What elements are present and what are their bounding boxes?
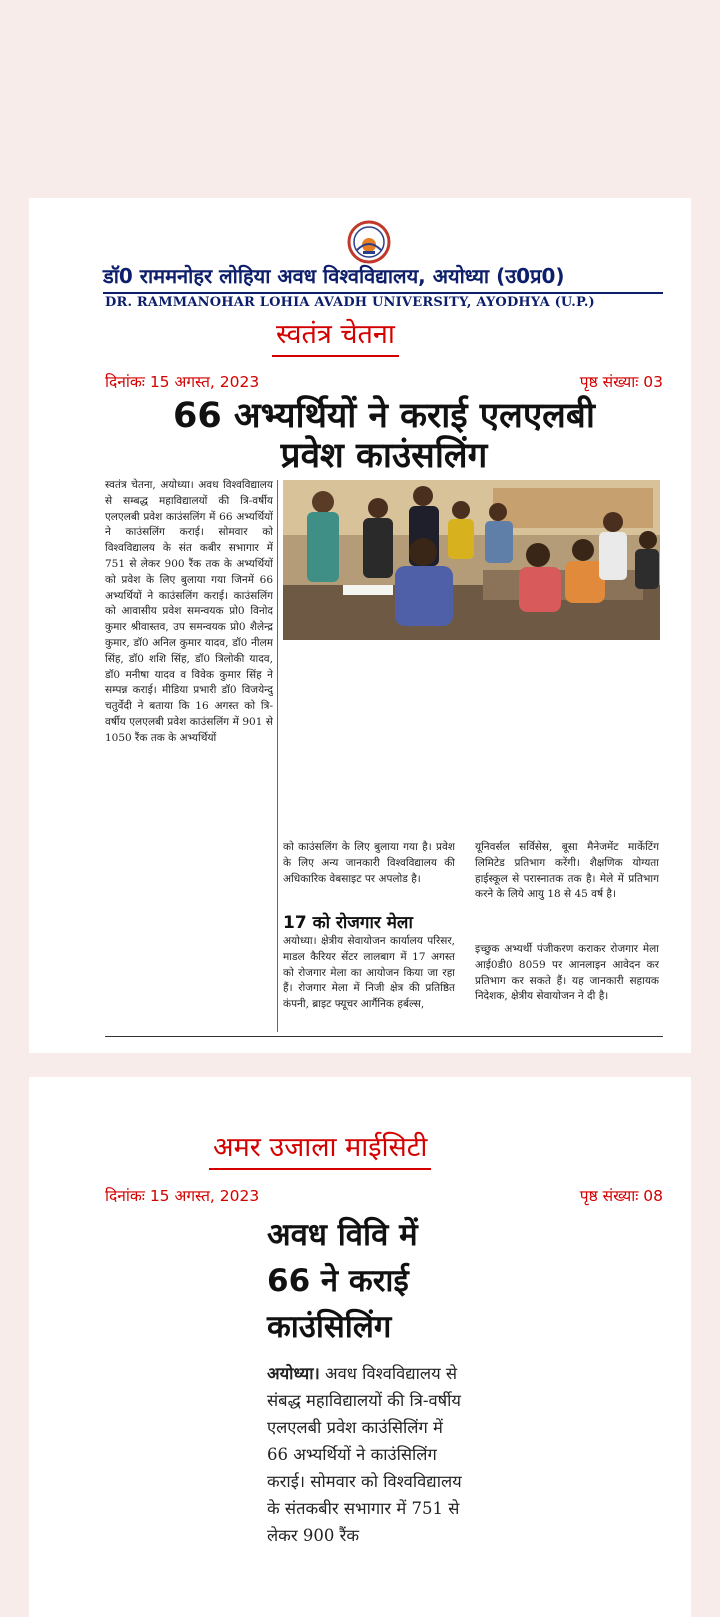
newspaper-name-text: अमर उजाला माईसिटी bbox=[213, 1132, 428, 1163]
university-name-english: DR. RAMMANOHAR LOHIA AVADH UNIVERSITY, AYODHYA (U.P.) bbox=[105, 295, 595, 310]
newspaper-name bbox=[213, 1127, 427, 1164]
column-divider bbox=[277, 480, 278, 1032]
article-column-3-bottom: इच्छुक अभ्यर्थी पंजीकरण कराकर रोजगार मेला आई0डी0 8059 पर आनलाइन आवेदन कर प्रतिभाग कर सकते हैं। यह जानकारी सहायक निदेशक, क्षेत्रीय सेवायोजन ने दी है। bbox=[475, 943, 659, 1003]
university-logo-icon bbox=[347, 220, 391, 264]
article-column-1: स्वतंत्र चेतना, अयोध्या। अवध विश्वविद्यालय से सम्बद्ध महाविद्यालयों की त्रि-वर्षीय एलएलबी प्रवेश काउंसलिंग में 66 अभ्यर्थियों ने काउंसलिंग कराई। सोमवार को विश्वविद्यालय के संत कबीर सभागार में 751 से लेकर 900 रैंक तक के अभ्यर्थियों को प्रवेश के लिए बुलाया गया जिनमें 66 अभ्यर्थियों ने काउंसलिंग कराई। काउंसलिंग को आवासीय प्रवेश समन्वयक प्रो0 विनोद कुमार श्रीवास्तव, उप समन्वयक प्रो0 शैलेन्द्र कुमार, डॉ0 अनिल कुमार यादव, डॉ0 नीलम सिंह, डॉ0 शशि सिंह, डॉ0 त्रिलोकी यादव, डॉ0 मनीषा यादव व विवेक कुमार सिंह ने सम्पन्न कराई। मीडिया प्रभारी डॉ0 विजयेन्दु चतुर्वेदी ने बताया कि 16 अगस्त को त्रि-वर्षीय एलएलबी प्रवेश काउंसलिंग में 901 से 1050 रैंक तक के अभ्यर्थियों bbox=[105, 479, 273, 744]
university-name-hindi: डॉ0 राममनोहर लोहिया अवध विश्वविद्यालय, अयोध्या (उ0प्र0) bbox=[103, 264, 565, 288]
headline-line-2: 66 ने कराई bbox=[267, 1263, 409, 1299]
article-lead: अयोध्या। bbox=[267, 1364, 320, 1383]
article-column-2-top: को काउंसलिंग के लिए बुलाया गया है। प्रवेश के लिए अन्य जानकारी विश्वविद्यालय की अधिकारिक वेबसाइट पर अपलोड है। bbox=[283, 841, 455, 885]
article-text: अवध विश्वविद्यालय से संबद्ध महाविद्यालयों की त्रि-वर्षीय एलएलबी प्रवेश काउंसिलिंग में 66 अभ्यर्थियों ने काउंसिलिंग कराई। सोमवार को विश्वविद्यालय के संतकबीर सभागार में 751 से लेकर 900 रैंक bbox=[267, 1364, 462, 1545]
counselling-photo-image bbox=[283, 480, 660, 640]
page-number: पृष्ठ संख्याः 08 bbox=[579, 1187, 663, 1205]
headline-line-3: काउंसिलिंग bbox=[267, 1309, 392, 1345]
newspaper-name-underline bbox=[272, 355, 399, 357]
clipping-page-1 bbox=[29, 198, 691, 1053]
headline-line-1: अवध विवि में bbox=[267, 1217, 418, 1253]
clipping-bottom-rule bbox=[105, 1036, 663, 1037]
clipping-date: दिनांकः 15 अगस्त, 2023 bbox=[105, 373, 260, 391]
page-number: पृष्ठ संख्याः 03 bbox=[579, 373, 663, 391]
article-column-3-top: यूनिवर्सल सर्विसेस, बूसा मैनेजमेंट मार्केटिंग लिमिटेड प्रतिभाग करेंगी। शैक्षणिक योग्यता हाईस्कूल से परास्नातक तक है। मेले में प्रतिभाग करने के लिये आयु 18 से 45 वर्ष है। bbox=[475, 841, 659, 901]
article-column-2-bottom: अयोध्या। क्षेत्रीय सेवायोजन कार्यालय परिसर, माडल कैरियर सेंटर लालबाग में 17 अगस्त को रोजगार मेला का आयोजन किया जा रहा हैं। रोजगार मेला में निजी क्षेत्र की प्रतिष्ठित कंपनी, ब्राइट फ्यूचर आर्गैनिक हर्बल्स, bbox=[283, 935, 455, 1011]
headline-line-1: 66 अभ्यर्थियों ने कराई एलएलबी bbox=[173, 396, 595, 436]
news-photo bbox=[283, 480, 660, 640]
newspaper-name-text: स्वतंत्र चेतना bbox=[276, 319, 395, 350]
clipping-date: दिनांकः 15 अगस्त, 2023 bbox=[105, 1187, 260, 1205]
header-divider bbox=[103, 292, 663, 294]
newspaper-name bbox=[276, 314, 395, 351]
headline-line-2: प्रवेश काउंसलिंग bbox=[280, 436, 488, 476]
newspaper-name-underline bbox=[209, 1168, 431, 1170]
article-body bbox=[267, 1360, 467, 1549]
sub-headline: 17 को रोजगार मेला bbox=[283, 913, 413, 933]
clipping-page-2 bbox=[29, 1077, 691, 1617]
news-clipping bbox=[105, 396, 663, 1056]
